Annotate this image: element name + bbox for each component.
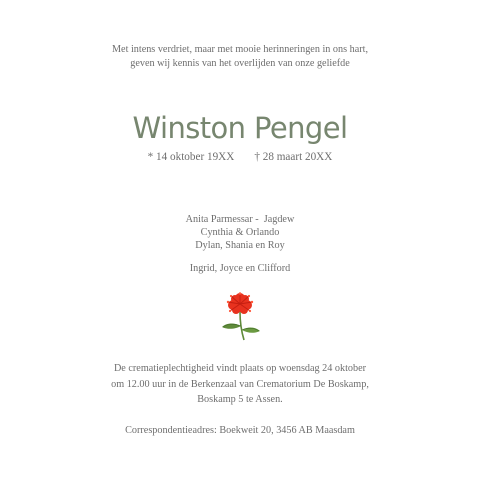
ceremony-line-2: om 12.00 uur in de Berkenzaal van Crematorium De Boskamp, — [111, 378, 369, 390]
birth-date: * 14 oktober 19XX — [147, 151, 235, 163]
ceremony-line-1: De crematieplechtigheid vindt plaats op woensdag 24 oktober — [113, 363, 367, 374]
ceremony-line-3: Boskamp 5 te Assen. — [197, 394, 283, 406]
family-extra: Ingrid, Joyce en Clifford — [189, 263, 291, 274]
ceremony-text — [0, 361, 480, 408]
red-flower-icon — [214, 292, 266, 342]
deceased-name: Winston Pengel — [132, 111, 348, 145]
life-dates — [0, 150, 480, 164]
intro-text — [0, 43, 480, 70]
correspondence-address: Correspondentieadres: Boekweit 20, 3456 AB Maasdam — [125, 425, 355, 436]
family-line-2: Cynthia & Orlando — [200, 227, 280, 239]
intro-line-2: geven wij kennis van het overlijden van onze geliefde — [130, 57, 350, 69]
family-list — [0, 213, 480, 253]
intro-line-1: Met intens verdriet, maar met mooie herinneringen in ons hart, — [111, 44, 369, 55]
death-date: † 28 maart 20XX — [254, 151, 333, 163]
family-line-1: Anita Parmessar - Jagdew — [185, 214, 295, 225]
family-line-3: Dylan, Shania en Roy — [195, 240, 285, 252]
